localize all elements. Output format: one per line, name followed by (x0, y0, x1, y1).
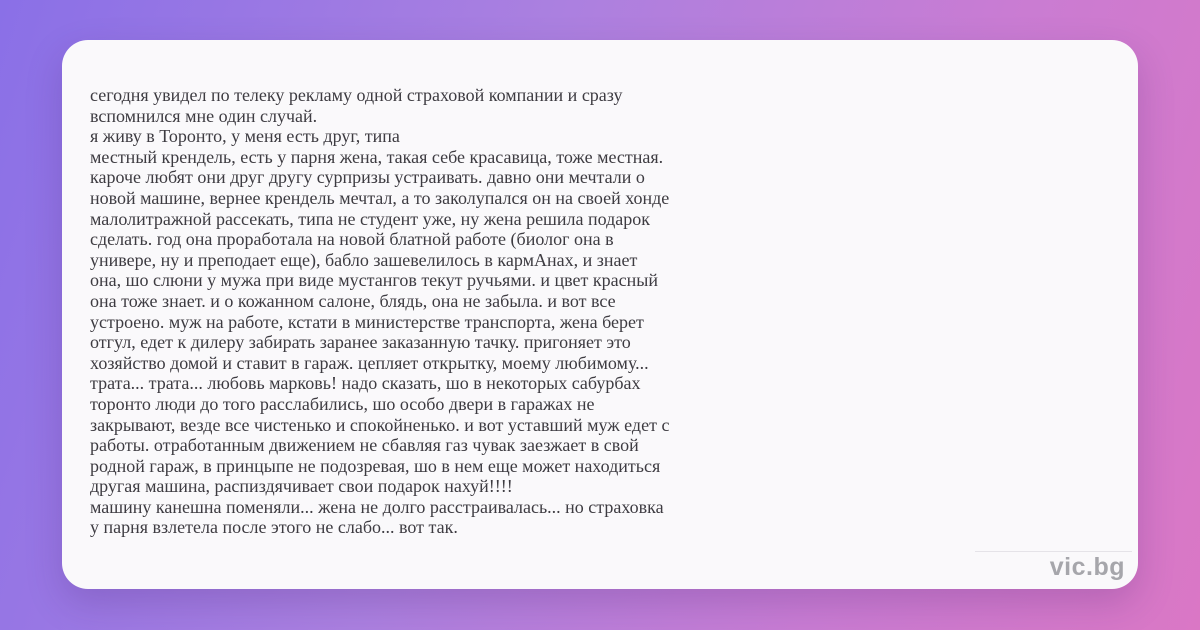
story-line: хозяйство домой и ставит в гараж. цепляет открытку, моему любимому... (90, 352, 649, 373)
story-line: торонто люди до того расслабились, шо особо двери в гаражах не (90, 393, 595, 414)
story-line: другая машина, распиздячивает свои подарок нахуй!!!! (90, 476, 513, 497)
story-line: новой машине, вернее крендель мечтал, а то заколупался он на своей хонде (90, 187, 670, 208)
story-line: я живу в Торонто, у меня есть друг, типа (90, 126, 400, 147)
story-line: вспомнился мне один случай. (90, 105, 318, 126)
story-line: малолитражной рассекать, типа не студент уже, ну жена решила подарок (90, 208, 651, 229)
story-line: работы. отработанным движением не сбавляя газ чувак заезжает в свой (90, 435, 639, 456)
story-line: трата... трата... любовь марковь! надо сказать, шо в некоторых сабурбах (90, 373, 641, 394)
story-text (90, 85, 669, 538)
story-line: сегодня увидел по телеку рекламу одной страховой компании и сразу (90, 85, 623, 105)
story-line: сделать. год она проработала на новой блатной работе (биолог она в (90, 229, 614, 250)
story-line: машину канешна поменяли... жена не долго расстраивалась... но страховка (90, 496, 664, 517)
story-line: она тоже знает. и о кожанном салоне, блядь, она не забыла. и вот все (90, 290, 616, 311)
story-line: у парня взлетела после этого не слабо... вот так. (90, 517, 458, 538)
story-line: закрывают, везде все чистенько и спокойненько. и вот уставший муж едет с (90, 414, 670, 435)
story-line: родной гараж, в принцыпе не подозревая, шо в нем еще может находиться (90, 455, 661, 476)
story-line: устроено. муж на работе, кстати в министерстве транспорта, жена берет (90, 311, 644, 332)
watermark-label: vic.bg (1049, 553, 1125, 581)
story-line: универе, ну и преподает еще), бабло зашевелилось в кармАнах, и знает (90, 249, 638, 270)
story-card (62, 40, 1138, 589)
story-line: она, шо слюни у мужа при виде мустангов текут ручьями. и цвет красный (90, 270, 658, 291)
watermark (975, 551, 1132, 582)
story-line: кароче любят они друг другу сурпризы устраивать. давно они мечтали о (90, 167, 645, 188)
story-line: местный крендель, есть у парня жена, такая себе красавица, тоже местная. (90, 146, 664, 167)
story-line: отгул, едет к дилеру забирать заранее заказанную тачку. пригоняет это (90, 332, 631, 353)
